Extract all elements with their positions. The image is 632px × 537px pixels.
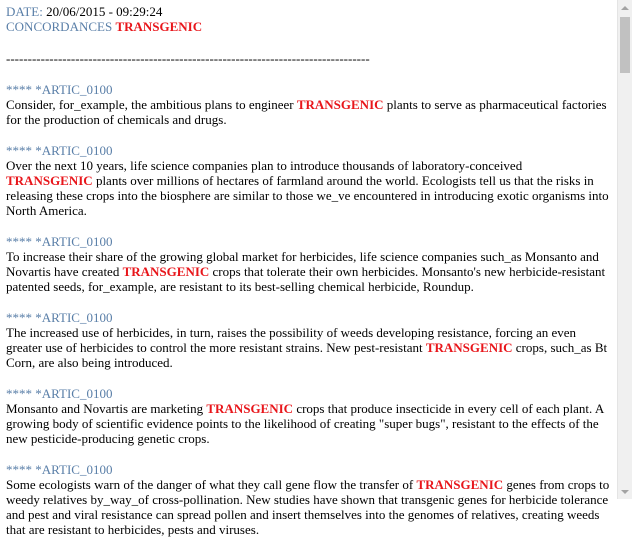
entry-id: **** *ARTIC_0100 xyxy=(6,462,113,477)
entry-text xyxy=(6,325,611,370)
entry-text xyxy=(6,158,611,218)
entry-text-after: genes from crops to weedy relatives by_way_of cross-pollination. New studies have shown that transgenic genes for herbicide tolerance and pest and viral resistance can spread pollen and insert themselves into the genomes of relatives, creating weeds that are resistant to herbicides, pests and viruses. xyxy=(6,477,610,537)
arrow-up-icon xyxy=(621,6,629,10)
entry-id: **** *ARTIC_0100 xyxy=(6,82,113,97)
scroll-down-button[interactable] xyxy=(618,484,632,499)
date-value: 20/06/2015 - 09:29:24 xyxy=(46,4,163,19)
entry-id: **** *ARTIC_0100 xyxy=(6,234,113,249)
entry-text-before: To increase their share of the growing global market for herbicides, life science companies such_as Monsanto and Novartis have created xyxy=(6,249,599,279)
entry-text-after: crops that tolerate their own herbicides. Monsanto's new herbicide-resistant patented seeds, for_example, are resistant to its best-selling chemical herbicide, Roundup. xyxy=(6,264,606,294)
concordances-keyword: TRANSGENIC xyxy=(115,19,203,34)
entry-keyword: TRANSGENIC xyxy=(122,264,210,279)
scroll-up-button[interactable] xyxy=(618,0,632,15)
entry-text-before: Monsanto and Novartis are marketing xyxy=(6,401,207,416)
concordance-entry xyxy=(6,143,611,218)
entry-keyword: TRANSGENIC xyxy=(416,477,504,492)
entry-text-after: crops that produce insecticide in every cell of each plant. A growing body of scientific evidence points to the likelihood of creating "super bugs", resistant to the effects of the new pesticide-producing genetic crops. xyxy=(6,401,604,446)
entry-text xyxy=(6,401,611,446)
entry-keyword: TRANSGENIC xyxy=(425,340,513,355)
entry-id: **** *ARTIC_0100 xyxy=(6,386,113,401)
concordance-entry xyxy=(6,82,611,127)
entry-keyword: TRANSGENIC xyxy=(206,401,294,416)
entry-text-after: plants to serve as pharmaceutical factories for the production of chemicals and drugs. xyxy=(6,97,607,127)
concordance-entry xyxy=(6,234,611,294)
vertical-scrollbar[interactable] xyxy=(617,0,632,499)
entry-id: **** *ARTIC_0100 xyxy=(6,310,113,325)
separator-line: ------------------------------------------------------------------------------------ xyxy=(6,51,370,66)
entry-keyword: TRANSGENIC xyxy=(296,97,384,112)
concordances-label: CONCORDANCES xyxy=(6,19,113,34)
date-label: DATE: xyxy=(6,4,43,19)
entry-text-before: Over the next 10 years, life science companies plan to introduce thousands of laboratory-conceived xyxy=(6,158,523,173)
entry-keyword: TRANSGENIC xyxy=(6,173,93,188)
arrow-down-icon xyxy=(621,490,629,494)
date-line xyxy=(6,4,611,19)
entry-text-after: crops, such_as Bt Corn, are also being introduced. xyxy=(6,340,608,370)
concordance-entry xyxy=(6,386,611,446)
scrollbar-thumb[interactable] xyxy=(620,17,630,73)
entry-text-before: Some ecologists warn of the danger of what they call gene flow the transfer of xyxy=(6,477,417,492)
entry-text-before: The increased use of herbicides, in turn, raises the possibility of weeds developing resistance, forcing an even greater use of herbicides to control the more resistant strains. New pest-resistant xyxy=(6,325,577,355)
entry-text-before: Consider, for_example, the ambitious plans to engineer xyxy=(6,97,297,112)
entry-text xyxy=(6,477,611,537)
concordance-entry xyxy=(6,462,611,537)
concordance-entry xyxy=(6,310,611,370)
entry-id: **** *ARTIC_0100 xyxy=(6,143,113,158)
entry-text-after: plants over millions of hectares of farmland around the world. Ecologists tell us that the risks in releasing these crops into the biosphere are similar to those we_ve encountered in introducing exotic organisms into North America. xyxy=(6,173,609,218)
entry-text xyxy=(6,249,611,294)
entry-text xyxy=(6,97,611,127)
concordances-line xyxy=(6,19,611,34)
